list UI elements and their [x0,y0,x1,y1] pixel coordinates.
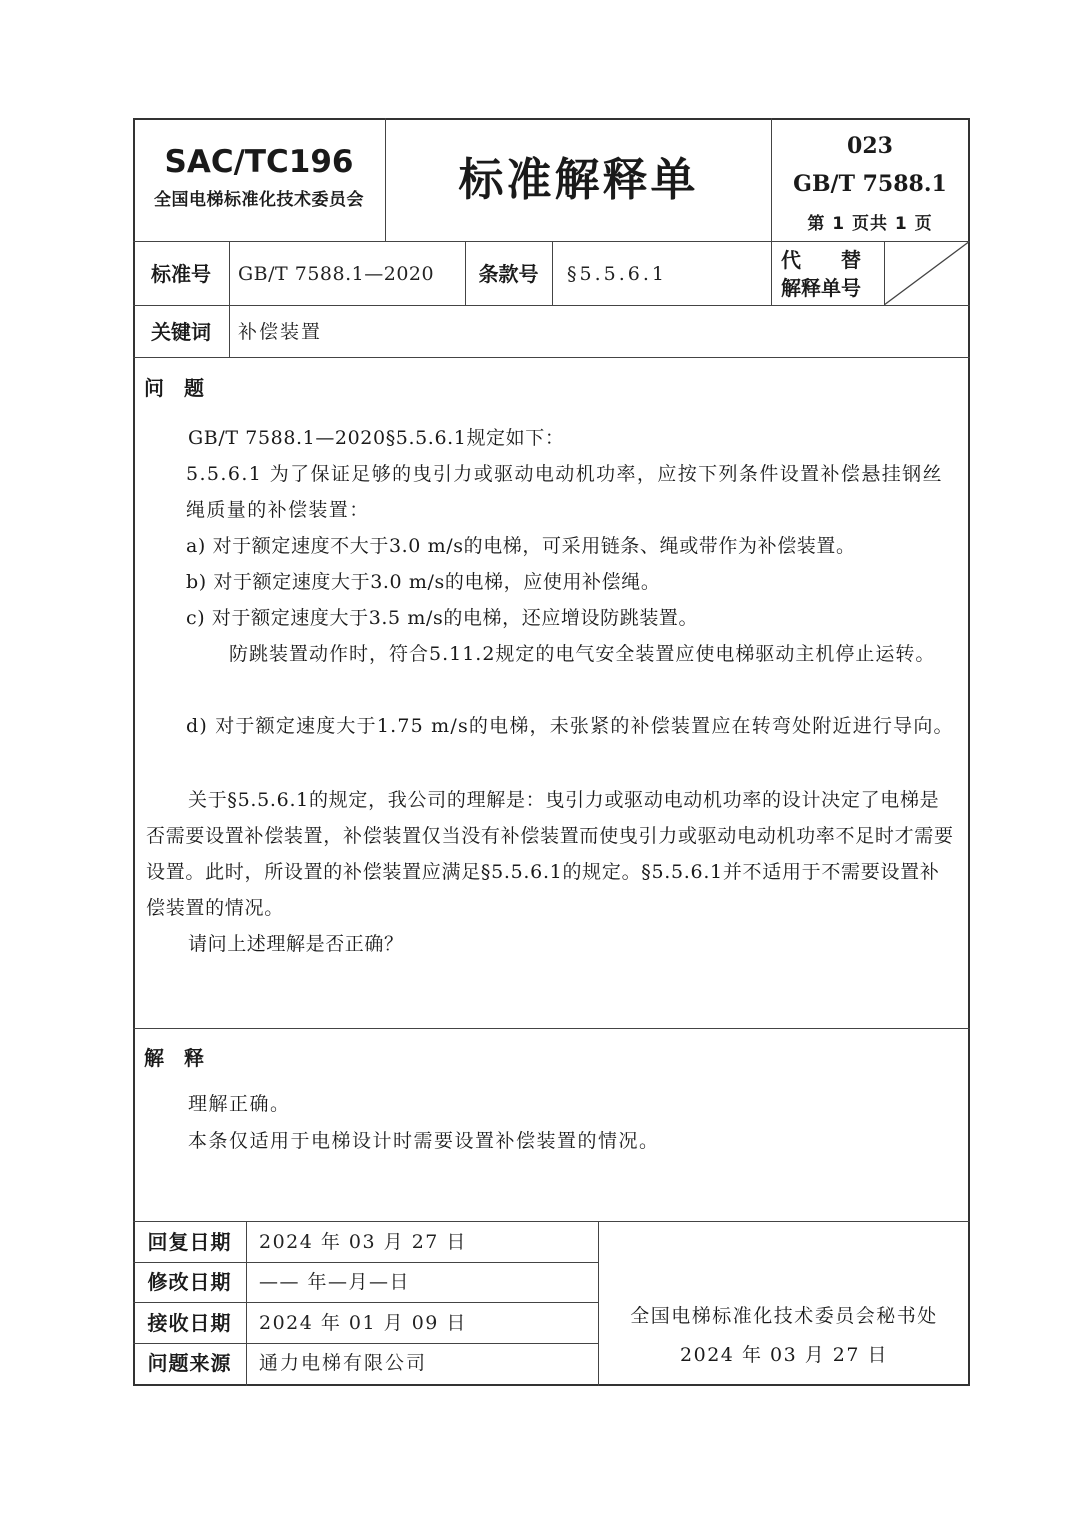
rule-meta-v4 [771,241,772,305]
answer-heading: 解 释 [144,1046,204,1070]
replace-label-line1: 代 替 [781,248,861,272]
org-code: SAC/TC196 [164,144,354,180]
receive-date-value: 2024 年 01 月 09 日 [259,1312,467,1334]
rule-footer-3 [133,1343,599,1344]
rule-footer-v1 [246,1221,247,1386]
doc-number: 023 [847,133,893,159]
empty-cell-slash [884,241,970,305]
item-c: c) 对于额定速度大于3.5 m/s的电梯，还应增设防跳装置。 [186,607,699,629]
question-intro: GB/T 7588.1—2020§5.5.6.1规定如下： [188,427,565,449]
keyword-label: 关键词 [151,320,211,344]
issue-date: 2024 年 03 月 27 日 [680,1344,888,1366]
receive-date-label: 接收日期 [147,1311,232,1335]
std-no-value: GB/T 7588.1—2020 [238,263,435,285]
rule-meta-v3 [552,241,553,305]
rule-meta-v1 [229,241,230,357]
question-ask: 请问上述理解是否正确？ [188,933,404,955]
rule-question-bottom [133,1028,970,1029]
issuer: 全国电梯标准化技术委员会秘书处 [630,1305,938,1327]
interpretation-form [133,118,970,1386]
clause-text: 5.5.6.1 为了保证足够的曳引力或驱动电动机功率，应按下列条件设置补偿悬挂钢丝绳质量的补偿装置： [186,463,943,521]
item-c-note: 防跳装置动作时，符合5.11.2规定的电气安全装置应使电梯驱动主机停止运转。 [229,643,936,665]
rule-footer-1 [133,1262,599,1263]
answer-line-2: 本条仅适用于电梯设计时需要设置补偿装置的情况。 [188,1130,660,1152]
understanding-paragraph: 关于§5.5.6.1的规定，我公司的理解是：曳引力或驱动电动机功率的设计决定了电梯是否需要设置补偿装置，补偿装置仅当没有补偿装置而使曳引力或驱动电动机功率不足时才需要设置。此时，所设置的补偿装置应满足§5.5.6.1的规定。§5.5.6.1并不适用于不需要设置补偿装置的情况。 [146,789,954,919]
reply-date-value: 2024 年 03 月 27 日 [259,1231,467,1253]
item-a: a) 对于额定速度不大于3.0 m/s的电梯，可采用链条、绳或带作为补偿装置。 [186,535,856,557]
keyword-value: 补偿装置 [238,321,323,343]
rule-meta-bottom [133,305,970,306]
source-value: 通力电梯有限公司 [259,1352,428,1374]
modify-date-value: —— 年—月—日 [259,1271,411,1293]
source-label: 问题来源 [147,1351,232,1375]
page-info: 第 1 页共 1 页 [807,214,933,234]
org-name: 全国电梯标准化技术委员会 [154,190,364,210]
question-heading: 问 题 [144,376,204,400]
rule-footer-2 [133,1302,599,1303]
clause-label: 条款号 [478,262,539,286]
answer-line-1: 理解正确。 [188,1093,291,1115]
clause-value: §5.5.6.1 [567,263,667,285]
rule-answer-bottom [133,1221,970,1222]
std-no-label: 标准号 [151,262,211,286]
rule-keyword-bottom [133,357,970,358]
item-b: b) 对于额定速度大于3.0 m/s的电梯，应使用补偿绳。 [186,571,661,593]
replace-label-line2: 解释单号 [781,276,861,300]
reply-date-label: 回复日期 [147,1230,232,1254]
item-d: d) 对于额定速度大于1.75 m/s的电梯，未张紧的补偿装置应在转弯处附近进行导向。 [186,715,954,737]
standard-reference: GB/T 7588.1 [793,171,947,197]
page-title: 标准解释单 [458,153,699,206]
modify-date-label: 修改日期 [147,1270,232,1294]
